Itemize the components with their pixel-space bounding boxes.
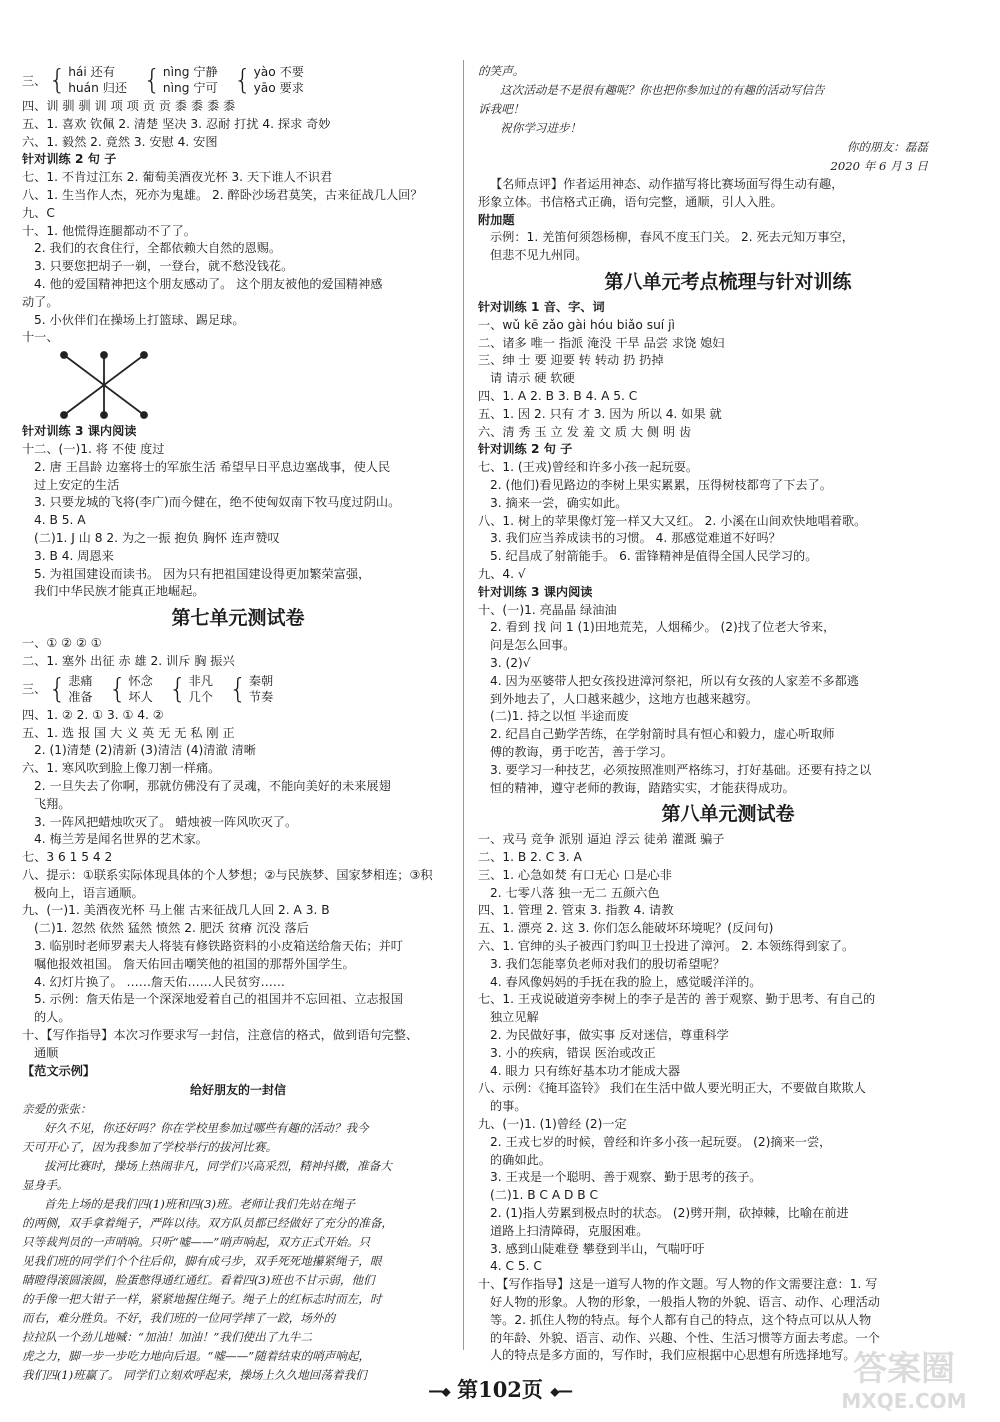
- answer-line: 三、1. 心急如焚 有口无心 口是心非: [478, 867, 672, 882]
- answer-line: 飞翔。: [34, 796, 71, 811]
- brace-group: [234, 64, 304, 96]
- brace-group: [229, 673, 273, 705]
- answer-line: 十、1. 他慌得连腿都动不了了。: [22, 223, 196, 238]
- brace-bottom: 节奏: [248, 689, 274, 704]
- answer-line: 嘱他报效祖国。 詹天佑回击嘲笑他的祖国的那帮外国学生。: [34, 956, 355, 971]
- answer-line: 四、训 驯 驯 训 项 项 贡 贡 黍 黍 黍 黍: [22, 99, 236, 113]
- answer-line: 示例：1. 羌笛何须怨杨柳，春风不度玉门关。 2. 死去元知万事空，: [490, 230, 854, 245]
- matching-lines-figure: [22, 347, 454, 423]
- answer-line: 4. 眼力 只有练好基本功才能成大器: [490, 1063, 681, 1078]
- answer-line: 四、1. ② 2. ① 3. ① 4. ②: [22, 707, 164, 722]
- letter-date: 2020 年 6 月 3 日: [830, 159, 928, 173]
- brace-top: 非凡: [188, 673, 213, 688]
- answer-line: 十、【写作指导】这是一道写人物的作文题。写人物的作文需要注意：1. 写: [478, 1277, 878, 1292]
- answer-line: 问是怎么回事。: [490, 638, 576, 653]
- answer-line: 5. 纪昌成了射箭能手。 6. 雷锋精神是值得全国人民学习的。: [490, 549, 818, 564]
- left-column: [22, 62, 454, 1385]
- answer-line: 六、清 秀 玉 立 发 羞 文 质 大 侧 明 齿: [478, 424, 692, 439]
- letter-line: 诉我吧！: [478, 102, 525, 116]
- answer-line: 人的特点是多方面的，写作时，我们应根据中心思想有所选择地写。: [490, 1348, 856, 1363]
- answer-line: 3. 摘来一尝，确实如此。: [490, 495, 628, 510]
- answer-line: 2. 为民做好事，做实事 反对迷信，尊重科学: [490, 1028, 729, 1043]
- answer-line: 2. (1)指人劳累到极点时的状态。 (2)劈开荆，砍掉棘，比喻在前进: [490, 1206, 849, 1221]
- answer-line: 八、1. 树上的苹果像灯笼一样又大又红。 2. 小溪在山间欢快地唱着歌。: [478, 513, 867, 528]
- answer-line: 九、(一)1. 美酒夜光杯 马上催 古来征战几人回 2. A 3. B: [22, 903, 330, 918]
- answer-line: 的年龄、外貌、语言、动作、兴趣、个性、生活习惯等方面去考虑。一个: [490, 1330, 880, 1345]
- section-heading: 针对训练 2 句 子: [478, 442, 573, 457]
- word-brace-row: [22, 671, 454, 707]
- right-column: [478, 62, 978, 1365]
- answer-line: 四、1. 管理 2. 管束 3. 指教 4. 请教: [478, 903, 674, 918]
- answer-block-3: [22, 635, 454, 671]
- column-divider: [463, 60, 464, 1350]
- answer-line: 二、诸多 唯一 指派 淹没 干旱 品尝 求饶 媳妇: [478, 335, 725, 350]
- unit8-test-title: 第八单元测试卷: [661, 803, 795, 826]
- letter-line: 这次活动是不是很有趣呢？你也把你参加过的有趣的活动写信告: [500, 83, 825, 97]
- section-heading: 附加题: [478, 212, 515, 227]
- answer-line: 3. 王戎是一个聪明、善于观察、勤于思考的孩子。: [490, 1170, 762, 1185]
- answer-line: 5. 为祖国建设而读书。 因为只有把祖国建设得更加繁荣富强，: [34, 566, 371, 581]
- answer-line: (二)1. 忽然 依然 猛然 愤然 2. 肥沃 贫瘠 沉没 落后: [34, 921, 309, 936]
- brace-bottom: nìng 宁可: [162, 81, 218, 95]
- letter-greeting: 亲爱的张张：: [22, 1102, 92, 1117]
- brace-icon: {: [48, 63, 67, 96]
- answer-line: 七、1. 王戎说破道旁李树上的李子是苦的 善于观察、勤于思考、有自己的: [478, 992, 876, 1007]
- answer-line: 六、1. 官绅的头子被西门豹叫卫士投进了漳河。 2. 本领练得到家了。: [478, 939, 855, 954]
- letter-line: 见我们班的同学们个个往后仰，脚有成弓步，双手死死地攥紧绳子，眼: [22, 1254, 382, 1269]
- answer-line: 2. 纪昌自己勤学苦练，在学射箭时具有恒心和毅力，虚心听取师: [490, 727, 835, 742]
- letter-closing: 祝你学习进步！: [500, 121, 582, 135]
- answer-line: 五、1. 选 报 国 大 义 英 无 无 私 刚 正: [22, 725, 235, 740]
- section-heading: 针对训练 2 句 子: [22, 152, 117, 167]
- answer-line: 但悲不见九州同。: [490, 248, 588, 263]
- answer-line: 恒的精神，遵守老师的教诲，踏踏实实，才能获得成功。: [490, 780, 795, 795]
- letter-line: 只等裁判员的一声哨响。只听“嘘——”哨声响起，双方正式开始。只: [22, 1235, 371, 1250]
- answer-line: 好人物的形象。人物的形象，一般指人物的外貌、语言、动作、心理活动: [490, 1295, 880, 1310]
- letter-line: 显身手。: [22, 1178, 69, 1193]
- answer-line: 八、提示：①联系实际体现具体的个人梦想；②与民族梦、国家梦相连；③积: [22, 867, 433, 882]
- ornament-right-icon: ◆━━: [550, 1384, 571, 1399]
- answer-line: 请 请示 硬 软硬: [490, 371, 575, 386]
- section-heading: 针对训练 3 课内阅读: [478, 584, 593, 599]
- answer-line: 五、1. 喜欢 钦佩 2. 清楚 坚决 3. 忍耐 打扰 4. 探求 奇妙: [22, 116, 331, 131]
- answer-line: 4. 他的爱国精神把这个朋友感动了。 这个朋友被他的爱国精神感: [34, 276, 383, 291]
- section-heading: 针对训练 3 课内阅读: [22, 424, 137, 439]
- answer-line: 3. 感到山陡难登 攀登到半山，气喘吁吁: [490, 1241, 705, 1256]
- answer-line: 十一、: [22, 330, 59, 345]
- answer-line: 2. 唐 王昌龄 边塞将士的军旅生活 希望早日平息边塞战事，使人民: [34, 459, 391, 474]
- answer-line: 4. C 5. C: [490, 1259, 542, 1274]
- answer-line: 二、1. B 2. C 3. A: [478, 850, 582, 865]
- answer-line: 3. 临别时老师罗素夫人将装有修铁路资料的小皮箱送给詹天佑；并叮: [34, 939, 403, 954]
- brace-bottom: 坏人: [128, 689, 153, 704]
- brace-top: nìng 宁静: [162, 65, 218, 79]
- brace-top: yào 不要: [253, 65, 304, 79]
- answer-line: 极向上，语言通顺。: [34, 885, 144, 900]
- letter-line: 的手像一把大钳子一样，紧紧地握住绳子。绳子上的红标志时而左，时: [22, 1292, 382, 1307]
- answer-line: 2. 一旦失去了你啊，那就仿佛没有了灵魂，不能向美好的未来展翅: [34, 778, 391, 793]
- answer-line: 七、3 6 1 5 4 2: [22, 850, 113, 865]
- answer-line: 八、示例：《掩耳盗铃》 我们在生活中做人要光明正大，不要做自欺欺人: [478, 1081, 866, 1096]
- letter-line: 的两侧，双手拿着绳子，严阵以待。双方队员都已经做好了充分的准备，: [22, 1216, 394, 1231]
- answer-line: 独立见解: [490, 1010, 539, 1025]
- answer-line: 3. 小的疾病，错误 医治或改正: [490, 1045, 656, 1060]
- answer-line: 的人。: [34, 1010, 71, 1025]
- answer-block-2: [22, 423, 454, 601]
- section-heading: 针对训练 1 音、字、词: [478, 299, 605, 314]
- brace-top: hái 还有: [68, 65, 116, 79]
- brace-icon: {: [143, 63, 161, 96]
- answer-line: 六、1. 寒风吹到脸上像刀割一样痛。: [22, 761, 221, 776]
- answer-line: 4. B 5. A: [34, 513, 86, 528]
- answer-line: 六、1. 毅然 2. 竟然 3. 安慰 4. 安图: [22, 134, 218, 149]
- brace-group: [169, 673, 213, 705]
- letter-line: 虎之力，脚一步一步吃力地向后退。“嘘——”随着结束的哨声响起，: [22, 1349, 371, 1364]
- answer-line: 2. (他们)看见路边的李树上果实累累，压得树枝都弯了下去了。: [490, 477, 832, 492]
- answer-line: 2. (1)清楚 (2)清新 (3)清洁 (4)清澈 清晰: [34, 743, 256, 758]
- brace-group: [109, 673, 153, 705]
- page-number: 第102页: [457, 1377, 543, 1402]
- model-essay-label: 【范文示例】: [22, 1063, 96, 1078]
- brace-bottom: yāo 要求: [253, 81, 304, 95]
- letter-line: 首先上场的是我们四(1)班和四(3)班。老师让我们先站在绳子: [44, 1197, 356, 1212]
- answer-line: 4. 因为巫婆带人把女孩投进漳河祭祀，所以有女孩的人家差不多都逃: [490, 673, 859, 688]
- answer-line: 七、1. (王戎)曾经和许多小孩一起玩耍。: [478, 460, 699, 475]
- answer-line: 4. 春风像妈妈的手抚在我的脸上，感觉暖洋洋的。: [490, 974, 762, 989]
- answer-line: 3. 要学习一种技艺，必须按照准则严格练习，打好基础。还要有持之以: [490, 762, 872, 777]
- review-line: 形象立体。书信格式正确，语句完整，通顺，引人入胜。: [478, 194, 783, 209]
- cross-lines-icon: [52, 347, 172, 423]
- letter-signature: 你的朋友：磊磊: [846, 140, 928, 154]
- letter-line: 睛瞪得滚圆滚圆，脸蛋憋得通红通红。看着四(3)班也不甘示弱，他们: [22, 1273, 375, 1288]
- brace-group: [143, 64, 218, 96]
- answer-line: 一、戎马 竞争 派别 逼迫 浮云 徒弟 灌溉 骗子: [478, 832, 725, 847]
- brace-top: 怀念: [128, 673, 153, 688]
- answer-line: 五、1. 漂亮 2. 这 3. 你们怎么能破坏环境呢？(反问句): [478, 921, 774, 936]
- answer-line: 5. 示例：詹天佑是一个深深地爱着自己的祖国并不忘回祖、立志报国: [34, 992, 403, 1007]
- brace-icon: {: [228, 671, 247, 705]
- answer-line: 2. 王戎七岁的时候，曾经和许多小孩一起玩耍。 (2)摘来一尝，: [490, 1134, 832, 1149]
- question-label: 三、: [22, 73, 47, 88]
- pinyin-brace-row: [22, 62, 454, 98]
- unit7-test-title: 第七单元测试卷: [171, 607, 305, 630]
- review-line: 【名师点评】作者运用神态、动作描写将比赛场面写得生动有趣，: [490, 177, 844, 191]
- answer-line: 一、wǔ kē zǎo gài hóu biǎo suí jì: [478, 317, 675, 332]
- answer-line: 九、C: [22, 205, 55, 220]
- brace-icon: {: [48, 671, 67, 705]
- answer-line: 3. B 4. 周恩来: [34, 548, 114, 563]
- answer-line: 3. 只要您把胡子一剃，一登台，就不愁没钱花。: [34, 259, 294, 274]
- answer-line: 2. 看到 找 问 1 (1)田地荒芜，人烟稀少。 (2)找了位老大爷来，: [490, 620, 836, 635]
- answer-line: (二)1. B C A D B C: [490, 1188, 599, 1203]
- answer-line: 八、1. 生当作人杰，死亦为鬼雄。 2. 醉卧沙场君莫笑，古来征战几人回？: [22, 187, 423, 202]
- answer-line: 二、1. 塞外 出征 赤 雄 2. 训斥 胸 振兴: [22, 653, 235, 668]
- answer-line: 3. 我们应当养成读书的习惯。 4. 那感觉难道不好吗？: [490, 531, 781, 546]
- answer-line: 2. 七零八落 独一无二 五颜六色: [490, 885, 660, 900]
- watermark-cn: 答案圈: [853, 1349, 955, 1389]
- answer-line: 我们中华民族才能真正地崛起。: [34, 584, 205, 599]
- brace-icon: {: [108, 671, 127, 705]
- answer-line: 5. 小伙伴们在操场上打篮球、踢足球。: [34, 312, 245, 327]
- answer-line: 五、1. 因 2. 只有 才 3. 因为 所以 4. 如果 就: [478, 406, 722, 421]
- watermark-en: MXQE.COM: [841, 1389, 967, 1413]
- answer-line: 等。2. 抓住人物的特点。每个人都有自己的特点，这个特点可以从人物: [490, 1312, 872, 1327]
- answer-line: (二)1. J 山 8 2. 为之一振 抱负 胸怀 连声赞叹: [34, 530, 280, 545]
- answer-block-r3: [478, 831, 978, 1365]
- answer-line: 到外地去了，人口越来越少，这地方也越来越穷。: [490, 691, 759, 706]
- watermark-logo: [814, 1338, 994, 1418]
- answer-line: 九、(一)1. (1)曾经 (2)一定: [478, 1117, 627, 1132]
- answer-line: 4. 幻灯片换了。 ……詹天佑……人民贫穷……: [34, 974, 285, 989]
- brace-group: [48, 64, 127, 96]
- answer-line: 十、【写作指导】本次习作要求写一封信，注意信的格式，做到语句完整、: [22, 1028, 419, 1043]
- answer-block-4: [22, 707, 454, 1081]
- answer-line: 七、1. 不肯过江东 2. 葡萄美酒夜光杯 3. 天下谁人不识君: [22, 170, 333, 185]
- answer-line: 四、1. A 2. B 3. B 4. A 5. C: [478, 388, 638, 403]
- answer-line: 通顺: [34, 1045, 59, 1060]
- answer-line: 4. 梅兰芳是闻名世界的艺术家。: [34, 832, 208, 847]
- answer-line: 道路上扫清障碍，克服困难。: [490, 1223, 649, 1238]
- letter-line: 而右，难分胜负。不好，我们班的一位同学摔了一跤，场外的: [22, 1311, 336, 1326]
- teacher-review: [478, 176, 978, 212]
- unit8-review-title: 第八单元考点梳理与针对训练: [604, 270, 852, 293]
- letter-line: 拔河比赛时，操场上热闹非凡，同学们兴高采烈，精神抖擞，准备大: [44, 1159, 392, 1174]
- letter-line: 我们四(1)班赢了。 同学们立刻欢呼起来，操场上久久地回荡着我们: [22, 1368, 367, 1383]
- answer-line: 动了。: [22, 294, 59, 309]
- answer-line: 2. 我们的衣食住行，全都依赖大自然的恩赐。: [34, 241, 282, 256]
- brace-top: 悲痛: [68, 673, 93, 688]
- answer-line: 的事。: [490, 1099, 527, 1114]
- answer-line: 傅的教诲，勇于吃苦，善于学习。: [490, 744, 673, 759]
- answer-line: 一、① ② ② ①: [22, 636, 102, 651]
- ornament-left-icon: ━━◆: [429, 1384, 450, 1399]
- answer-line: 三、绅 士 要 迎要 转 转动 扔 扔掉: [478, 353, 664, 368]
- brace-bottom: 几个: [188, 689, 213, 704]
- answer-line: 九、4. √: [478, 566, 526, 581]
- answer-line: (二)1. 持之以恒 半途而废: [490, 709, 629, 724]
- brace-icon: {: [233, 63, 252, 96]
- answer-line: 3. 只要龙城的飞将(李广)而今健在，绝不使匈奴南下牧马度过阴山。: [34, 495, 401, 510]
- answer-block-1: [22, 98, 454, 347]
- answer-line: 十二、(一)1. 将 不使 度过: [22, 441, 165, 456]
- brace-bottom: huán 归还: [68, 81, 128, 95]
- question-label: 三、: [22, 682, 47, 697]
- answer-line: 十、(一)1. 亮晶晶 绿油油: [478, 602, 617, 617]
- letter-ending: [478, 62, 978, 176]
- answer-circle-logo-icon: [814, 1338, 994, 1418]
- brace-bottom: 准备: [68, 689, 93, 704]
- answer-line: 3. 我们怎能辜负老师对我们的殷切希望呢？: [490, 956, 725, 971]
- answer-line: 3. (2)√: [490, 655, 531, 670]
- answer-line: 的确如此。: [490, 1152, 551, 1167]
- letter-line: 天可开心了，因为我参加了学校举行的拔河比赛。: [22, 1140, 278, 1155]
- brace-group: [48, 673, 92, 705]
- letter-line: 拉拉队一个劲儿地喊：“加油！加油！”我们使出了九牛二: [22, 1330, 313, 1345]
- sample-letter: [22, 1080, 454, 1385]
- letter-line: 的笑声。: [478, 64, 525, 78]
- answer-line: 过上安定的生活: [34, 477, 120, 492]
- brace-top: 秦朝: [248, 673, 274, 688]
- letter-line: 好久不见，你还好吗？你在学校里参加过哪些有趣的活动？我今: [44, 1121, 369, 1136]
- answer-block-r2: [478, 299, 978, 797]
- brace-icon: {: [168, 671, 187, 705]
- letter-title: 给好朋友的一封信: [189, 1083, 286, 1098]
- answer-line: 3. 一阵风把蜡烛吹灭了。 蜡烛被一阵风吹灭了。: [34, 814, 298, 829]
- bonus-block: [478, 212, 978, 265]
